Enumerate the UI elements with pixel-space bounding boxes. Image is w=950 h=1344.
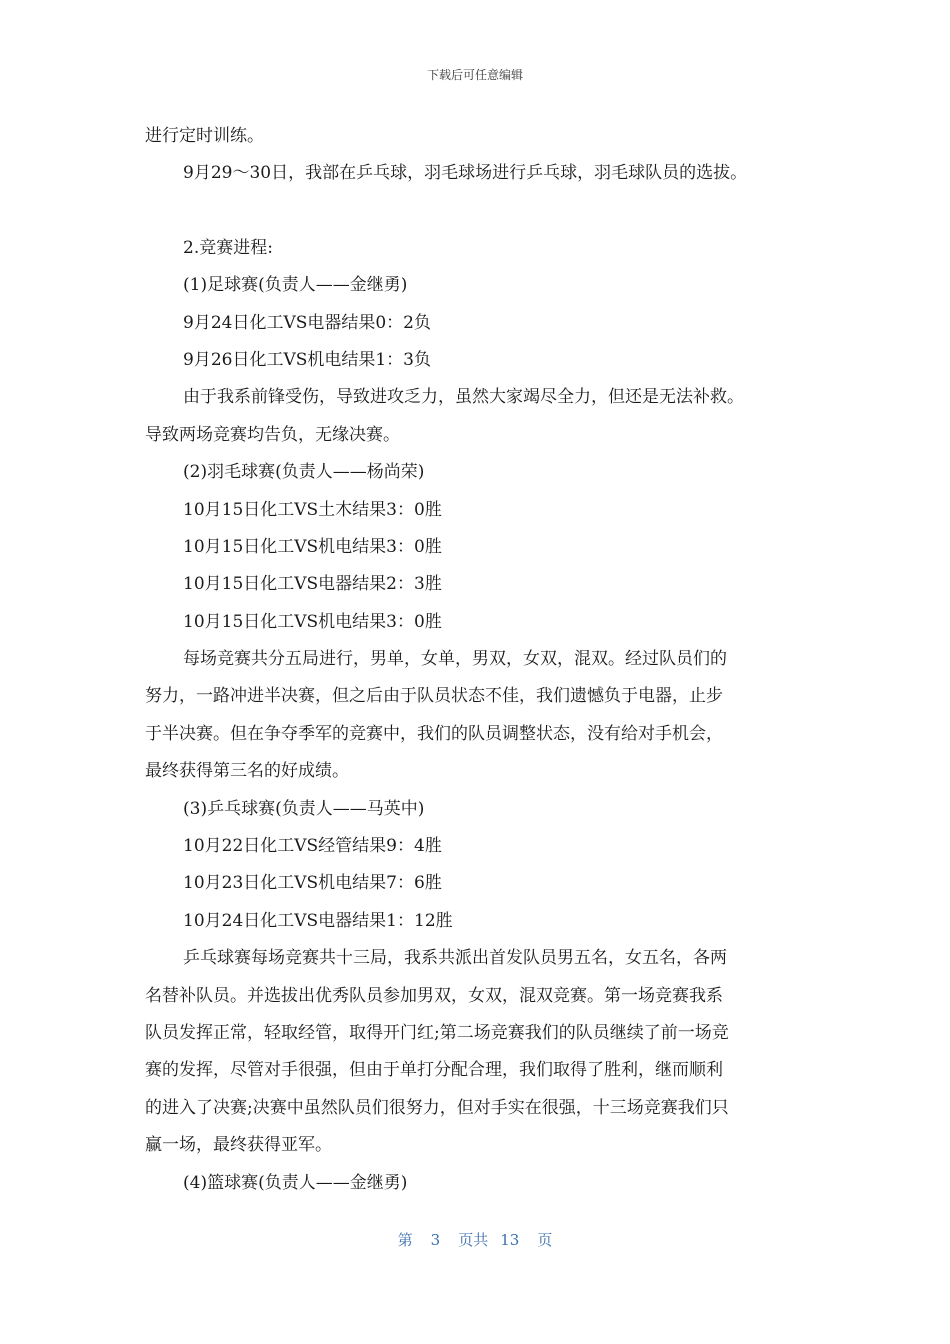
body-line: 每场竞赛共分五局进行，男单，女单，男双，女双，混双。经过队员们的 [183,649,727,670]
body-line: 队员发挥正常，轻取经管，取得开门红;第二场竞赛我们的队员继续了前一场竞 [145,1022,729,1043]
match-result: 9月26日化工VS机电结果1：3负 [183,349,432,370]
match-result: 10月15日化工VS机电结果3：0胜 [183,611,442,632]
body-line: 进行定时训练。 [145,126,264,146]
paragraph-gap [145,193,810,230]
body-line: 最终获得第三名的好成绩。 [145,761,349,782]
section-heading: 2.竞赛进程: [183,237,273,258]
body-line: 的进入了决赛;决赛中虽然队员们很努力，但对手实在很强，十三场竞赛我们只 [145,1097,729,1118]
body-line: 赢一场，最终获得亚军。 [145,1135,332,1156]
footer-total-pages: 13 [500,1231,520,1249]
subsection-heading: (4)篮球赛(负责人——金继勇) [183,1172,408,1193]
match-result: 10月15日化工VS机电结果3：0胜 [183,536,442,557]
body-line: 导致两场竞赛均告负，无缘决赛。 [145,424,400,445]
match-result: 9月24日化工VS电器结果0：2负 [183,312,432,333]
subsection-heading: (1)足球赛(负责人——金继勇) [183,275,408,296]
match-result: 10月15日化工VS电器结果2：3胜 [183,574,442,595]
subsection-heading: (3)乒乓球赛(负责人——马英中) [183,798,425,819]
body-line: 由于我系前锋受伤，导致进攻乏力，虽然大家竭尽全力，但还是无法补救。 [183,387,744,408]
body-line: 9月29～30日，我部在乒乓球，羽毛球场进行乒乓球，羽毛球队员的选拔。 [183,163,748,184]
footer-label: 第 [397,1231,413,1249]
match-result: 10月15日化工VS土木结果3：0胜 [183,499,442,520]
match-result: 10月23日化工VS机电结果7：6胜 [183,873,442,894]
footer-label: 页 [537,1231,553,1249]
footer-label: 页共 [458,1231,489,1249]
subsection-heading: (2)羽毛球赛(负责人——杨尚荣) [183,462,425,483]
body-line: 于半决赛。但在争夺季军的竞赛中，我们的队员调整状态，没有给对手机会， [145,723,723,744]
footer-page-number: 3 [430,1231,441,1249]
match-result: 10月22日化工VS经管结果9：4胜 [183,836,442,857]
body-line: 名替补队员。并选拔出优秀队员参加男双，女双，混双竞赛。第一场竞赛我系 [145,985,723,1006]
match-result: 10月24日化工VS电器结果1：12胜 [183,910,453,931]
page-footer [0,1229,950,1250]
body-line: 赛的发挥，尽管对手很强，但由于单打分配合理，我们取得了胜利，继而顺利 [145,1060,723,1081]
body-line: 乒乓球赛每场竞赛共十三局，我系共派出首发队员男五名，女五名，各两 [183,948,727,969]
body-line: 努力，一路冲进半决赛，但之后由于队员状态不佳，我们遗憾负于电器，止步 [145,686,723,707]
page-header: 下载后可任意编辑 [426,68,523,82]
document-body [145,118,810,1202]
